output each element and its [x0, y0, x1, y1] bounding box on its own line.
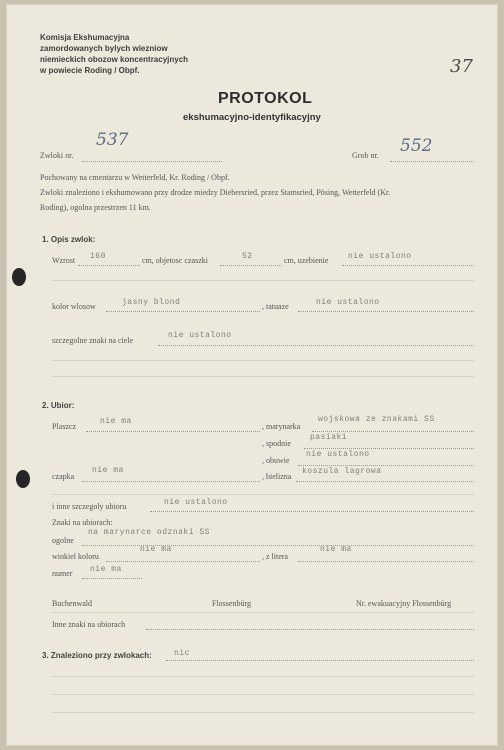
tatuaze-label: , tatuaze: [262, 302, 289, 311]
czapka-value: nie ma: [92, 466, 124, 475]
org-line-4: w powiecie Roding / Obpf.: [40, 66, 140, 75]
kolor-label: kolor wlosow: [52, 302, 96, 311]
org-line-3: niemieckich obozow koncentracyjnych: [40, 55, 189, 64]
ogolne-value: na marynarce odznaki SS: [88, 528, 210, 537]
numer-value: nie ma: [90, 565, 122, 574]
cm-czaszka-label: cm, objetosc czaszki: [142, 256, 208, 265]
wzrost-label: Wzrost: [52, 256, 76, 265]
marynarka-value: wojskowa ze znakami SS: [318, 415, 435, 424]
grob-number: 552: [400, 136, 433, 156]
protocol-subtitle: ekshumacyjno-identyfikacyjny: [183, 112, 321, 123]
obuwie-label: , obuwie: [262, 456, 290, 465]
wzrost-value: 160: [90, 252, 106, 261]
page-number: 37: [450, 56, 473, 77]
litera-value: nie ma: [320, 545, 352, 554]
section-3-value: nic: [174, 649, 190, 658]
kolor-value: jasny blond: [122, 298, 181, 307]
obuwie-value: nie ustalono: [306, 450, 370, 459]
tatuaze-value: nie ustalono: [316, 298, 380, 307]
czaszka-value: 52: [242, 252, 253, 261]
ewakuacyjny-label: Nr. ewakuacyjny Flossenbürg: [356, 599, 452, 608]
section-1-heading: 1. Opis zwlok:: [42, 235, 96, 244]
punch-hole-bottom: [16, 470, 30, 488]
litera-label: , z litera: [262, 552, 288, 561]
protocol-title: PROTOKOL: [218, 90, 313, 107]
org-line-1: Komisja Ekshumacyjna: [40, 33, 130, 42]
section-3-heading: 3. Znaleziono przy zwlokach:: [42, 651, 152, 660]
czapka-label: czapka: [52, 472, 75, 481]
org-line-2: zamordowanych bylych wiezniow: [40, 44, 168, 53]
spodnie-label: , spodnie: [262, 439, 291, 448]
winkiel-value: nie ma: [140, 545, 172, 554]
spodnie-value: pasiaki: [310, 433, 348, 442]
inne-szczegoly-value: nie ustalono: [164, 498, 228, 507]
inne-szczegoly-label: i inne szczegoly ubioru: [52, 502, 127, 511]
zwloki-label: Zwloki nr.: [40, 151, 74, 160]
inne-znaki-label: Inne znaki na ubiorach: [52, 620, 126, 629]
zwloki-number: 537: [96, 130, 129, 150]
punch-hole-top: [12, 268, 26, 286]
plaszcz-value: nie ma: [100, 417, 132, 426]
plaszcz-label: Plaszcz: [52, 422, 76, 431]
protocol-page: [6, 4, 498, 746]
bielizna-label: , bielizna: [262, 472, 292, 481]
bielizna-value: koszula lagrowa: [302, 467, 382, 476]
winkiel-label: winkiel koloru: [52, 552, 99, 561]
znaki-cialo-value: nie ustalono: [168, 331, 232, 340]
uzebienie-value: nie ustalono: [348, 252, 412, 261]
buchenwald-label: Buchenwald: [52, 599, 92, 608]
znaki-ubior-label: Znaki na ubiorach:: [52, 518, 113, 527]
znaleziono-text-1: Zwloki znaleziono i ekshumowano przy drodze miedzy Diebersried, przez Stamsried, Pösing, Wetterfeld (Kr.: [40, 188, 391, 197]
marynarka-label: , marynarka: [262, 422, 301, 431]
grob-label: Grob nr.: [352, 151, 379, 160]
numer-label: numer: [52, 569, 73, 578]
znaleziono-text-2: Roding), ogolna przestrzen 11 km.: [40, 203, 151, 212]
cm-uzebienie-label: cm, uzebienie: [284, 256, 329, 265]
section-2-heading: 2. Ubior:: [42, 401, 75, 410]
pochowany-text: Pochowany na cmentarzu w Wetterfeld, Kr. Roding / Obpf.: [40, 173, 230, 182]
ogolne-label: ogolne: [52, 536, 74, 545]
znaki-cialo-label: szczegolne znaki na ciele: [52, 336, 134, 345]
flossenburg-label: Flossenbürg: [212, 599, 251, 608]
